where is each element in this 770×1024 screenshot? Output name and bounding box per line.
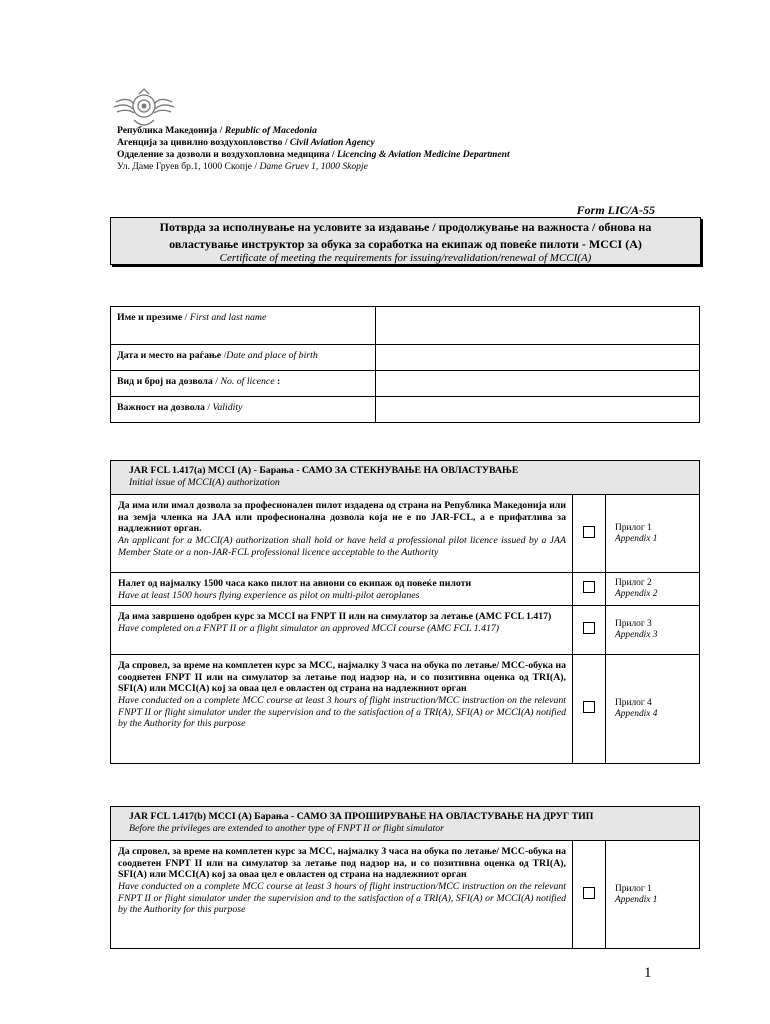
section-a-heading-row xyxy=(111,461,700,495)
header-line-department: Одделение за дозволи и воздухопловна медицина / Licencing & Aviation Medicine Department xyxy=(117,149,510,160)
title-box xyxy=(110,217,701,265)
requirement-text: Да има или имал дозвола за професионален пилот издадена од страна на Република Македонија или на земја членка на JAA или професионална дозвола која не е по JAR-FCL, а е прифатлива за надлежниот орган. An applicant for a MCCI(A) authorization shall hold or have held a professional pilot licence issued by a JAA Member State or a non-JAR-FCL professional licence acceptable to the Authority xyxy=(111,495,573,573)
requirement-checkbox[interactable] xyxy=(573,655,606,764)
validity-field[interactable] xyxy=(376,397,700,423)
section-a-row xyxy=(111,655,700,764)
requirement-text: Да спровел, за време на комплетен курс за MCC, најмалку 3 часа на обука по летање/ MCC-обука на соодветен FNPT II или на симулатор за летање под надзор на, и со позитивна оценка од TRI(A), SFI(A) или MCCI(A) кој за оваа цел е овластен од страна на надлежниот орган Have conducted on a complete MCC course at least 3 hours of flight instruction/MCC instruction on the relevant FNPT II or flight simulator under the supervision and to the satisfaction of a TRI(A), SFI(A) or MCCI(A) notified by the Authority for this purpose xyxy=(111,655,573,764)
section-a-row xyxy=(111,495,700,573)
appendix-cell: Прилог 3 Appendix 3 xyxy=(606,606,700,655)
requirement-checkbox[interactable] xyxy=(573,841,606,949)
requirement-checkbox[interactable] xyxy=(573,606,606,655)
title-en: Certificate of meeting the requirements for issuing/revalidation/renewal of MCCI(A) xyxy=(219,252,592,264)
licence-field[interactable] xyxy=(376,371,700,397)
personal-info-row-birth xyxy=(111,345,700,371)
personal-info-table xyxy=(110,306,700,423)
appendix-cell: Прилог 2 Appendix 2 xyxy=(606,573,700,606)
requirement-text: Да има завршено одобрен курс за MCCI на FNPT II или на симулатор за летање (AMC FCL 1.417) Have completed on a FNPT II or a flight simulator an approved MCCI course (AMC FCL 1.417) xyxy=(111,606,573,655)
requirement-checkbox[interactable] xyxy=(573,573,606,606)
personal-info-row-validity xyxy=(111,397,700,423)
label-name: Име и презиме / First and last name xyxy=(111,307,376,345)
label-validity: Важност на дозвола / Validity xyxy=(111,397,376,423)
form-number: Form LIC/A-55 xyxy=(576,203,655,217)
header-line-address: Ул. Даме Груев бр.1, 1000 Скопје / Dame Gruev 1, 1000 Skopje xyxy=(117,161,368,172)
header-line-republic: Република Македонија / Republic of Macedonia xyxy=(117,125,317,136)
name-field[interactable] xyxy=(376,307,700,345)
requirement-text: Налет од најмалку 1500 часа како пилот на авиони со екипаж од повеќе пилоти Have at least 1500 hours flying experience as pilot on multi-pilot aeroplanes xyxy=(111,573,573,606)
label-birth: Дата и место на раѓање /Date and place of birth xyxy=(111,345,376,371)
label-licence: Вид и број на дозвола / No. of licence : xyxy=(111,371,376,397)
requirement-checkbox[interactable] xyxy=(573,495,606,573)
personal-info-row-licence xyxy=(111,371,700,397)
section-a-table xyxy=(110,460,700,764)
title-mk-line2: овластување инструктор за обука за соработка на екипаж од повеќе пилоти - MCCI (A) xyxy=(169,237,642,251)
appendix-cell: Прилог 4 Appendix 4 xyxy=(606,655,700,764)
section-a-row xyxy=(111,606,700,655)
personal-info-row-name xyxy=(111,307,700,345)
page-number: 1 xyxy=(644,965,652,981)
birth-field[interactable] xyxy=(376,345,700,371)
appendix-cell: Прилог 1 Appendix 1 xyxy=(606,841,700,949)
title-mk-line1: Потврда за исполнување на условите за издавање / продолжување на важноста / обнова на xyxy=(159,220,652,234)
section-a-row xyxy=(111,573,700,606)
requirement-text: Да спровел, за време на комплетен курс за MCC, најмалку 3 часа на обука по летање/ MCC-обука на соодветен FNPT II или на симулатор за летање под надзор на, и со позитивна оценка од TRI(A), SFI(A) или MCCI(A) кој за оваа цел е овластен од страна на надлежниот орган Have conducted on a complete MCC course at least 3 hours of flight instruction/MCC instruction on the relevant FNPT II or flight simulator under the supervision and to the satisfaction of a TRI(A), SFI(A) or MCCI(A) notified by the Authority for this purpose xyxy=(111,841,573,949)
section-b-row xyxy=(111,841,700,949)
section-a-heading: JAR FCL 1.417(a) MCCI (A) - Барања - САМО ЗА СТЕКНУВАЊЕ НА ОВЛАСТУВАЊЕ Initial issue of MCCI(A) authorization xyxy=(111,461,700,495)
section-b-heading-row xyxy=(111,807,700,841)
section-b-table xyxy=(110,806,700,949)
appendix-cell: Прилог 1 Appendix 1 xyxy=(606,495,700,573)
header-line-agency: Агенција за цивилно воздухопловство / Civil Aviation Agency xyxy=(117,137,375,148)
section-b-heading: JAR FCL 1.417(b) MCCI (A) Барања - САМО ЗА ПРОШИРУВАЊЕ НА ОВЛАСТУВАЊЕ НА ДРУГ ТИП Before the privileges are extended to another type of FNPT II or flight simulator xyxy=(111,807,700,841)
